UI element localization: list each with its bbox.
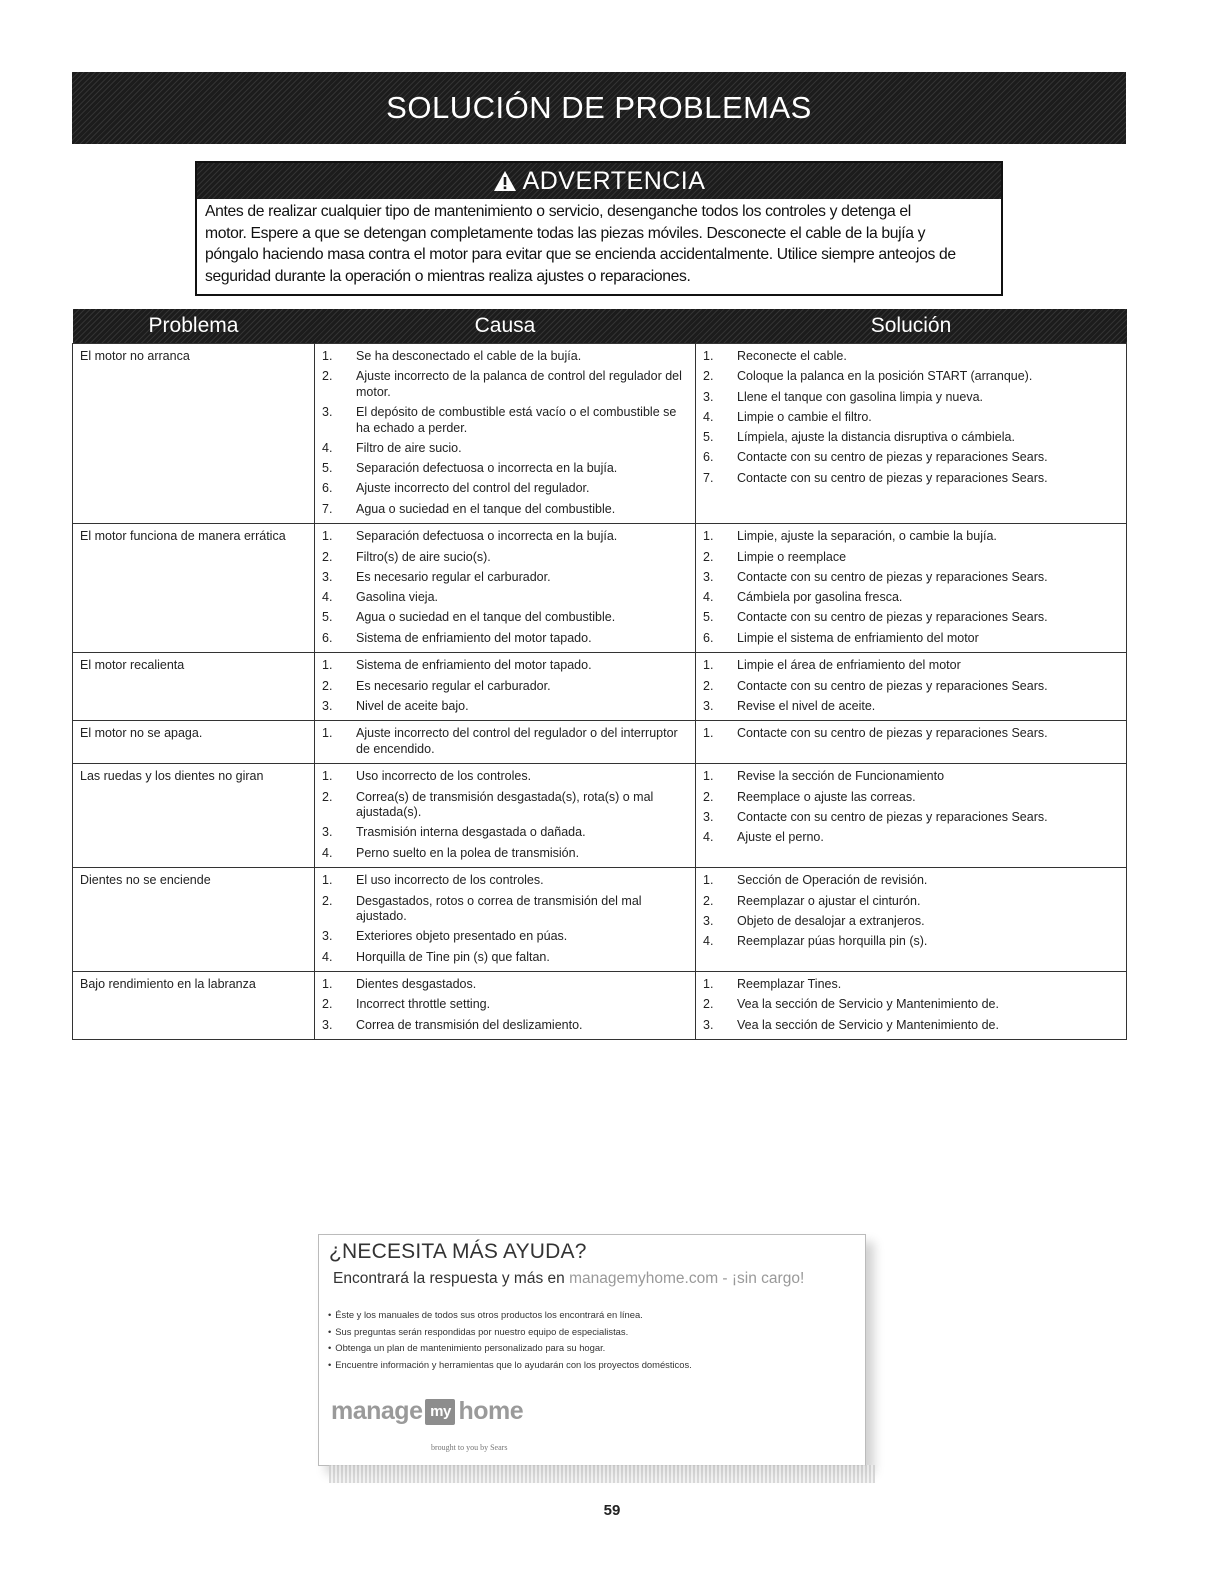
warning-text	[197, 199, 1001, 287]
solution-list	[703, 349, 1120, 486]
item-number: 7.	[703, 470, 714, 485]
item-number: 1.	[703, 349, 714, 363]
page-title-bar	[72, 72, 1126, 144]
item-text: Reemplace o ajuste las correas.	[737, 789, 916, 804]
item-number: 2.	[703, 549, 714, 564]
item-number: 3.	[322, 1017, 333, 1032]
solution-cell	[696, 764, 1127, 868]
help-bullet	[328, 1307, 692, 1324]
solution-item	[703, 830, 1120, 846]
item-number: 3.	[322, 825, 333, 840]
item-number: 2.	[322, 893, 333, 908]
cause-item	[322, 894, 689, 925]
solution-list	[703, 873, 1120, 949]
table-header-row	[73, 309, 1127, 344]
cause-item	[322, 726, 689, 757]
item-text: Filtro(s) de aire sucio(s).	[356, 549, 491, 564]
solution-item	[703, 610, 1120, 626]
item-text: Dientes desgastados.	[356, 977, 477, 992]
header-problem: Problema	[148, 314, 239, 337]
item-number: 1.	[703, 529, 714, 544]
cause-item	[322, 550, 689, 566]
item-text: Revise la sección de Funcionamiento	[737, 769, 945, 784]
cause-item	[322, 873, 689, 889]
item-number: 1.	[703, 873, 714, 888]
table-row	[73, 344, 1127, 524]
cause-item	[322, 461, 689, 477]
table-row	[73, 653, 1127, 721]
item-text: Contacte con su centro de piezas y reparaciones Sears.	[737, 450, 1048, 465]
solution-item	[703, 790, 1120, 806]
item-text: Límpiela, ajuste la distancia disruptiva o cámbiela.	[737, 430, 1015, 445]
item-number: 7.	[322, 501, 333, 516]
item-text: Sistema de enfriamiento del motor tapado.	[356, 658, 592, 673]
solution-item	[703, 390, 1120, 406]
solution-item	[703, 369, 1120, 385]
cause-item	[322, 679, 689, 695]
solution-item	[703, 410, 1120, 426]
cause-cell	[315, 721, 696, 764]
warning-label: ADVERTENCIA	[522, 166, 706, 195]
solution-list	[703, 726, 1120, 742]
item-number: 4.	[322, 845, 333, 860]
item-number: 4.	[703, 830, 714, 845]
item-text: Sistema de enfriamiento del motor tapado.	[356, 630, 592, 645]
help-bullet-text: Encuentre información y herramientas que lo ayudarán con los proyectos domésticos.	[335, 1358, 692, 1370]
item-text: Correa(s) de transmisión desgastada(s), rota(s) o mal ajustada(s).	[356, 789, 654, 820]
solution-item	[703, 997, 1120, 1013]
item-text: Correa de transmisión del deslizamiento.	[356, 1017, 583, 1032]
cause-list	[322, 977, 689, 1033]
item-number: 2.	[322, 997, 333, 1012]
solution-item	[703, 570, 1120, 586]
item-number: 3.	[322, 698, 333, 713]
solution-item	[703, 726, 1120, 742]
item-text: Objeto de desalojar a extranjeros.	[737, 913, 925, 928]
solution-item	[703, 450, 1120, 466]
warning-line: seguridad durante la operación o mientras realiza ajustes o reparaciones.	[205, 267, 691, 285]
item-number: 3.	[703, 809, 714, 824]
solution-cell	[696, 721, 1127, 764]
item-text: Ajuste incorrecto del control del regulador.	[356, 481, 590, 496]
help-bullet-list	[328, 1307, 692, 1373]
cause-list	[322, 349, 689, 517]
warning-line: motor. Espere a que se detengan completamente todas las piezas móviles. Desconecte el cable de la bujía y	[205, 224, 926, 242]
cause-cell	[315, 868, 696, 972]
cause-item	[322, 929, 689, 945]
problem-cell: Las ruedas y los dientes no giran	[73, 764, 315, 868]
solution-item	[703, 349, 1120, 365]
item-text: Agua o suciedad en el tanque del combustible.	[356, 501, 616, 516]
solution-list	[703, 769, 1120, 845]
cause-cell	[315, 653, 696, 721]
item-text: Horquilla de Tine pin (s) que faltan.	[356, 949, 550, 964]
problem-cell: El motor no se apaga.	[73, 721, 315, 764]
help-bullet	[328, 1324, 692, 1341]
item-number: 1.	[322, 769, 333, 784]
help-box-shadow	[329, 1465, 875, 1483]
item-text: Separación defectuosa o incorrecta en la bujía.	[356, 461, 618, 476]
cause-item	[322, 570, 689, 586]
cause-item	[322, 369, 689, 400]
item-text: Es necesario regular el carburador.	[356, 569, 551, 584]
item-number: 1.	[703, 977, 714, 992]
page-number: 59	[603, 1502, 621, 1519]
item-text: Reemplazar Tines.	[737, 977, 842, 992]
item-text: Cámbiela por gasolina fresca.	[737, 590, 903, 605]
problem-cell: Dientes no se enciende	[73, 868, 315, 972]
help-bullet-text: Obtenga un plan de mantenimiento personalizado para su hogar.	[335, 1342, 606, 1353]
item-number: 3.	[703, 569, 714, 584]
item-text: Ajuste incorrecto de la palanca de control del regulador del motor.	[356, 369, 682, 399]
cause-item	[322, 977, 689, 993]
item-text: Contacte con su centro de piezas y reparaciones Sears.	[737, 726, 1048, 741]
solution-item	[703, 894, 1120, 910]
cause-list	[322, 873, 689, 965]
bullet-dot-icon: •	[328, 1309, 332, 1320]
item-number: 1.	[322, 873, 333, 888]
bullet-dot-icon: •	[328, 1358, 332, 1370]
solution-item	[703, 699, 1120, 715]
item-number: 4.	[703, 409, 714, 424]
table-row	[73, 524, 1127, 653]
warning-box	[195, 161, 1003, 296]
logo-tagline: brought to you by Sears	[431, 1443, 508, 1452]
item-number: 2.	[322, 678, 333, 693]
help-bullet	[328, 1340, 692, 1357]
help-title: ¿NECESITA MÁS AYUDA?	[329, 1240, 587, 1263]
item-number: 1.	[703, 658, 714, 673]
solution-list	[703, 977, 1120, 1033]
item-text: Revise el nivel de aceite.	[737, 698, 876, 713]
help-subtitle-text: Encontrará la respuesta y más en	[333, 1270, 570, 1287]
solution-item	[703, 873, 1120, 889]
cause-item	[322, 405, 689, 436]
item-number: 4.	[322, 949, 333, 964]
cause-list	[322, 769, 689, 861]
item-number: 4.	[703, 590, 714, 605]
item-number: 3.	[703, 389, 714, 404]
managemyhome-logo	[331, 1397, 523, 1426]
item-text: Limpie o cambie el filtro.	[737, 409, 872, 424]
cause-list	[322, 529, 689, 646]
solution-cell	[696, 344, 1127, 524]
item-text: Es necesario regular el carburador.	[356, 678, 551, 693]
logo-manage: manage	[331, 1397, 423, 1425]
item-number: 5.	[322, 461, 333, 476]
item-text: Limpie el área de enfriamiento del motor	[737, 658, 961, 673]
item-number: 3.	[703, 913, 714, 928]
problem-cell: El motor no arranca	[73, 344, 315, 524]
item-text: Ajuste el perno.	[737, 830, 824, 845]
cause-cell	[315, 972, 696, 1040]
item-text: Filtro de aire sucio.	[356, 440, 462, 455]
item-number: 1.	[322, 349, 333, 363]
cause-cell	[315, 344, 696, 524]
item-text: Ajuste incorrecto del control del regulador o del interruptor de encendido.	[356, 726, 678, 756]
item-number: 1.	[322, 977, 333, 992]
item-number: 6.	[322, 630, 333, 645]
item-text: Gasolina vieja.	[356, 590, 438, 605]
item-text: Desgastados, rotos o correa de transmisión del mal ajustado.	[356, 893, 642, 924]
item-number: 6.	[703, 630, 714, 645]
solution-item	[703, 810, 1120, 826]
item-text: Reconecte el cable.	[737, 349, 847, 363]
cause-item	[322, 997, 689, 1013]
item-number: 1.	[322, 726, 333, 741]
item-text: Nivel de aceite bajo.	[356, 698, 469, 713]
warning-line: Antes de realizar cualquier tipo de mantenimiento o servicio, desenganche todos los controles y detenga el	[205, 203, 911, 220]
cause-item	[322, 529, 689, 545]
solution-item	[703, 590, 1120, 606]
cause-item	[322, 699, 689, 715]
item-number: 2.	[703, 893, 714, 908]
item-number: 6.	[703, 450, 714, 465]
item-number: 2.	[322, 549, 333, 564]
item-text: Trasmisión interna desgastada o dañada.	[356, 825, 586, 840]
bullet-dot-icon: •	[328, 1325, 332, 1337]
solution-item	[703, 769, 1120, 785]
item-text: Agua o suciedad en el tanque del combustible.	[356, 610, 616, 625]
logo-house-icon: my	[425, 1399, 455, 1425]
header-solution: Solución	[870, 314, 952, 337]
item-number: 1.	[703, 726, 714, 741]
cause-item	[322, 790, 689, 821]
item-text: Limpie o reemplace	[737, 549, 847, 564]
item-number: 4.	[322, 590, 333, 605]
solution-item	[703, 631, 1120, 647]
help-bullet-text: Sus preguntas serán respondidas por nuestro equipo de especialistas.	[335, 1325, 629, 1337]
solution-cell	[696, 653, 1127, 721]
item-number: 2.	[322, 369, 333, 384]
solution-item	[703, 977, 1120, 993]
item-number: 2.	[703, 678, 714, 693]
solution-item	[703, 1018, 1120, 1034]
solution-item	[703, 934, 1120, 950]
item-text: Coloque la palanca en la posición START (arranque).	[737, 369, 1033, 384]
cause-list	[322, 726, 689, 757]
warning-header	[197, 163, 1001, 199]
troubleshooting-table	[72, 309, 1127, 1040]
item-number: 2.	[703, 789, 714, 804]
item-number: 4.	[703, 934, 714, 949]
item-number: 3.	[322, 569, 333, 584]
solution-item	[703, 430, 1120, 446]
problem-cell: Bajo rendimiento en la labranza	[73, 972, 315, 1040]
item-text: Vea la sección de Servicio y Mantenimiento de.	[737, 1017, 999, 1032]
item-text: Llene el tanque con gasolina limpia y nueva.	[737, 389, 984, 404]
item-number: 2.	[703, 369, 714, 384]
item-text: El uso incorrecto de los controles.	[356, 873, 544, 888]
item-text: Contacte con su centro de piezas y reparaciones Sears.	[737, 809, 1048, 824]
item-number: 6.	[322, 481, 333, 496]
item-number: 1.	[322, 658, 333, 673]
item-text: Contacte con su centro de piezas y reparaciones Sears.	[737, 678, 1048, 693]
table-row	[73, 764, 1127, 868]
item-number: 3.	[703, 698, 714, 713]
item-text: Incorrect throttle setting.	[356, 997, 491, 1012]
cause-item	[322, 1018, 689, 1034]
help-bullet-text: Éste y los manuales de todos sus otros productos los encontrará en línea.	[335, 1309, 643, 1320]
logo-home: home	[458, 1397, 524, 1425]
problem-cell: El motor recalienta	[73, 653, 315, 721]
cause-cell	[315, 764, 696, 868]
item-text: Contacte con su centro de piezas y reparaciones Sears.	[737, 470, 1048, 485]
item-number: 3.	[322, 929, 333, 944]
table-body	[73, 344, 1127, 1040]
cause-item	[322, 825, 689, 841]
header-cause: Causa	[474, 314, 536, 337]
item-number: 2.	[703, 997, 714, 1012]
cause-item	[322, 950, 689, 966]
table-row	[73, 721, 1127, 764]
bullet-dot-icon: •	[328, 1342, 332, 1353]
help-subtitle	[333, 1270, 804, 1288]
item-text: Reemplazar o ajustar el cinturón.	[737, 893, 921, 908]
cause-item	[322, 846, 689, 862]
cause-item	[322, 481, 689, 497]
solution-item	[703, 529, 1120, 545]
cause-item	[322, 502, 689, 518]
solution-cell	[696, 524, 1127, 653]
item-number: 1.	[703, 769, 714, 784]
item-text: Separación defectuosa o incorrecta en la bujía.	[356, 529, 618, 544]
item-text: Uso incorrecto de los controles.	[356, 769, 532, 784]
item-number: 4.	[322, 440, 333, 455]
page-title: SOLUCIÓN DE PROBLEMAS	[386, 90, 812, 125]
item-number: 2.	[322, 789, 333, 804]
item-number: 3.	[703, 1017, 714, 1032]
item-text: Contacte con su centro de piezas y reparaciones Sears.	[737, 569, 1048, 584]
solution-item	[703, 550, 1120, 566]
solution-list	[703, 658, 1120, 714]
item-number: 5.	[322, 610, 333, 625]
cause-item	[322, 658, 689, 674]
solution-item	[703, 658, 1120, 674]
item-text: El depósito de combustible está vacío o el combustible se ha echado a perder.	[356, 405, 677, 435]
warning-line: póngalo haciendo masa contra el motor para evitar que se encienda accidentalmente. Utilice siempre anteojos de	[205, 246, 956, 263]
item-text: Reemplazar púas horquilla pin (s).	[737, 934, 928, 949]
cause-item	[322, 590, 689, 606]
solution-cell	[696, 868, 1127, 972]
item-number: 5.	[703, 610, 714, 625]
cause-list	[322, 658, 689, 714]
item-text: Vea la sección de Servicio y Mantenimiento de.	[737, 997, 999, 1012]
item-number: 5.	[703, 430, 714, 445]
item-text: Perno suelto en la polea de transmisión.	[356, 845, 580, 860]
cause-cell	[315, 524, 696, 653]
solution-item	[703, 471, 1120, 487]
warning-triangle-icon	[493, 170, 517, 192]
cause-item	[322, 631, 689, 647]
table-row	[73, 972, 1127, 1040]
item-number: 1.	[322, 529, 333, 544]
problem-cell: El motor funciona de manera errática	[73, 524, 315, 653]
cause-item	[322, 349, 689, 365]
table-row	[73, 868, 1127, 972]
item-text: Se ha desconectado el cable de la bujía.	[356, 349, 582, 363]
solution-list	[703, 529, 1120, 646]
help-box	[318, 1234, 866, 1466]
solution-cell	[696, 972, 1127, 1040]
help-link[interactable]: managemyhome.com - ¡sin cargo!	[569, 1270, 805, 1287]
item-text: Limpie el sistema de enfriamiento del motor	[737, 630, 979, 645]
help-bullet	[328, 1357, 692, 1374]
solution-item	[703, 914, 1120, 930]
item-text: Contacte con su centro de piezas y reparaciones Sears.	[737, 610, 1048, 625]
item-text: Exteriores objeto presentado en púas.	[356, 929, 568, 944]
item-number: 3.	[322, 405, 333, 420]
cause-item	[322, 769, 689, 785]
solution-item	[703, 679, 1120, 695]
item-text: Sección de Operación de revisión.	[737, 873, 928, 888]
item-text: Limpie, ajuste la separación, o cambie la bujía.	[737, 529, 997, 544]
cause-item	[322, 610, 689, 626]
cause-item	[322, 441, 689, 457]
